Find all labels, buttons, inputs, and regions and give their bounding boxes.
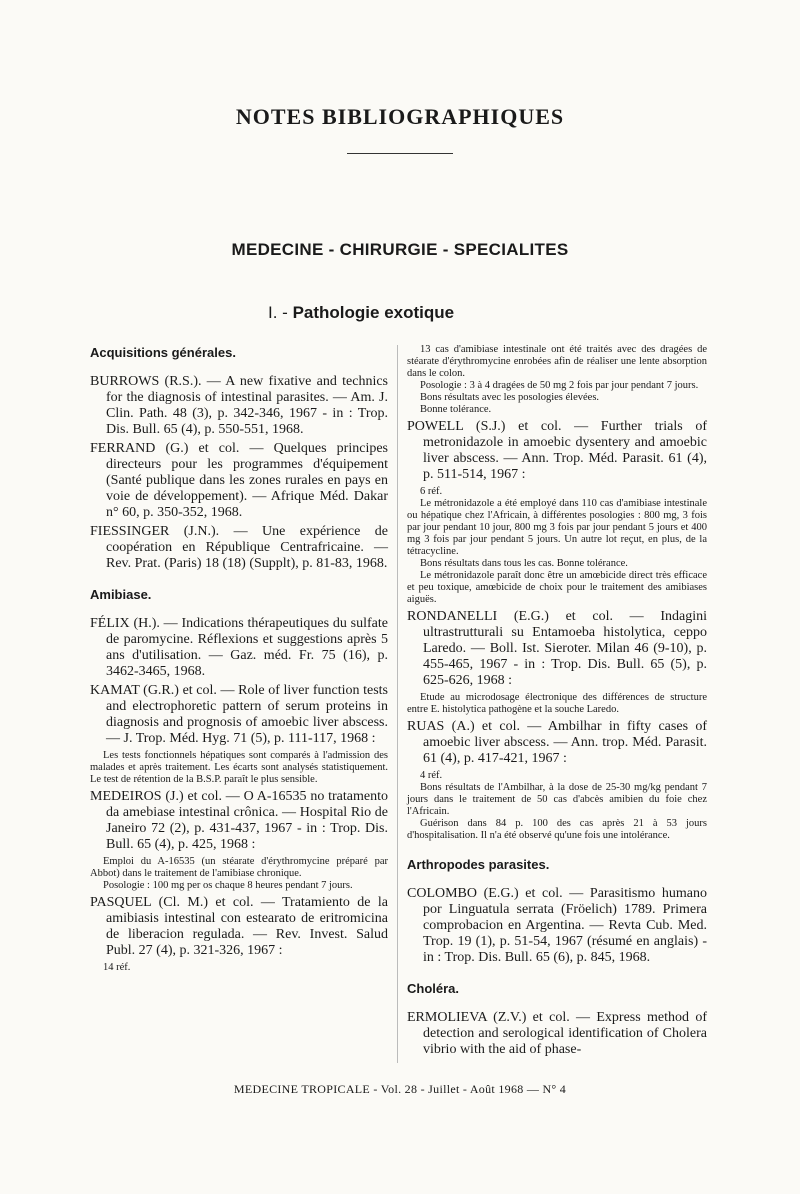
bib-entry: POWELL (S.J.) et col. — Further trials of metronidazole in amoebic dysentery and amoebic liver abscess. — Ann. Trop. Méd. Parasit. 61 (4), p. 511-514, 1967 : bbox=[407, 419, 707, 482]
section-heading: MEDECINE - CHIRURGIE - SPECIALITES bbox=[231, 240, 569, 259]
left-column bbox=[90, 345, 388, 977]
right-column bbox=[407, 344, 707, 1061]
heading-acquisitions: Acquisitions générales. bbox=[90, 345, 236, 360]
bib-entry: FIESSINGER (J.N.). — Une expérience de coopération en République Centrafricaine. — Rev. Prat. (Paris) 18 (18) (Supplt), p. 81-83, 1968. bbox=[90, 524, 388, 571]
subsection-heading bbox=[268, 303, 454, 323]
bib-note: Etude au microdosage électronique des différences de structure entre E. histolytica pathogène et la souche Laredo. bbox=[407, 692, 707, 715]
page-footer: MEDECINE TROPICALE - Vol. 28 - Juillet - Août 1968 — N° 4 bbox=[233, 1082, 567, 1096]
bib-note: 13 cas d'amibiase intestinale ont été traités avec des dragées de stéarate d'érythromycine enrobées afin de réaliser une lente absorption dans le colon. Posologie : 3 à 4 dragées de 50 mg 2 fois par jour pendant 7 jours. Bons résultats avec les posologies élevées. Bonne tolérance. bbox=[407, 344, 707, 415]
bib-note: Les tests fonctionnels hépatiques sont comparés à l'admission des malades et après traitement. Les écarts sont analysés statistiquement. Le test de rétention de la B.S.P. paraît le plus sensible. bbox=[90, 750, 388, 785]
bib-entry: COLOMBO (E.G.) et col. — Parasitismo humano por Linguatula serrata (Fröelich) 1789. Primera comprobacion en Argentina. — Revta Cub. Med. Trop. 19 (1), p. 51-54, 1967 (résumé en anglais) - in : Trop. Dis. Bull. 65 (6), p. 845, 1968. bbox=[407, 886, 707, 965]
bib-entry: FERRAND (G.) et col. — Quelques principes directeurs pour les programmes d'équipement (Santé publique dans les zones rurales en pays en voie de développement). — Afrique Méd. Dakar n° 60, p. 350-352, 1968. bbox=[90, 441, 388, 520]
bib-entry: MEDEIROS (J.) et col. — O A-16535 no tratamento da amebiase intestinal crônica. — Hospital Rio de Janeiro 72 (2), p. 431-437, 1967 - in : Trop. Dis. Bull. 65 (4), p. 425, 1968 : bbox=[90, 789, 388, 852]
subsection-name: Pathologie exotique bbox=[292, 303, 455, 322]
bib-note: Emploi du A-16535 (un stéarate d'érythromycine préparé par Abbot) dans le traitement de l'amibiase chronique. Posologie : 100 mg per os chaque 8 heures pendant 7 jours. bbox=[90, 856, 388, 891]
bib-note: 4 réf. Bons résultats de l'Ambilhar, à la dose de 25-30 mg/kg pendant 7 jours dans le traitement de 50 cas d'abcès amibien du foie chez l'Africain. Guérison dans 84 p. 100 des cas après 21 à 53 jours d'hospitalisation. Il n'a été observé qu'une fois une intolérance. bbox=[407, 770, 707, 841]
heading-arthropodes: Arthropodes parasites. bbox=[407, 857, 550, 872]
subsection-number: I. - bbox=[268, 303, 288, 322]
bib-entry: RONDANELLI (E.G.) et col. — Indagini ultrastrutturali su Entamoeba histolytica, ceppo Laredo. — Boll. Ist. Sieroter. Milan 46 (9-10), p. 455-465, 1967 - in : Trop. Dis. Bull. 65 (5), p. 625-626, 1968 : bbox=[407, 609, 707, 688]
heading-cholera: Choléra. bbox=[407, 981, 460, 996]
bib-entry: RUAS (A.) et col. — Ambilhar in fifty cases of amoebic liver abscess. — Ann. trop. Méd. Parasit. 61 (4), p. 417-421, 1967 : bbox=[407, 719, 707, 766]
bib-entry: FÉLIX (H.). — Indications thérapeutiques du sulfate de paromycine. Réflexions et suggestions après 5 ans d'utilisation. — Gaz. méd. Fr. 75 (16), p. 3462-3465, 1968. bbox=[90, 616, 388, 679]
bib-note: 6 réf. Le métronidazole a été employé dans 110 cas d'amibiase intestinale ou hépatique chez l'Africain, à différentes posologies : 800 mg, 3 fois par jour pendant 10 jour, 800 mg 3 fois par jour pendant 5 jours et 400 mg 3 fois par jour pendant 5 jours. Un autre lot reçut, en plus, de la tétracycline. Bons résultats dans tous les cas. Bonne tolérance. Le métronidazole paraît donc être un amœbicide direct très efficace et peu toxique, amœbicide de choix pour le traitement des amibiases aiguës. bbox=[407, 486, 707, 605]
bib-entry: KAMAT (G.R.) et col. — Role of liver function tests and electrophoretic pattern of serum proteins in diagnosis and prognosis of amoebic liver abscess. — J. Trop. Méd. Hyg. 71 (5), p. 111-117, 1968 : bbox=[90, 683, 388, 746]
page-title: NOTES BIBLIOGRAPHIQUES bbox=[235, 104, 565, 129]
bib-entry: BURROWS (R.S.). — A new fixative and technics for the diagnosis of intestinal parasites. — Am. J. Clin. Path. 48 (3), p. 342-346, 1967 - in : Trop. Dis. Bull. 65 (4), p. 550-551, 1968. bbox=[90, 374, 388, 437]
bib-note: 14 réf. bbox=[103, 962, 131, 973]
column-divider bbox=[397, 345, 398, 1063]
bib-entry: PASQUEL (Cl. M.) et col. — Tratamiento de la amibiasis intestinal con estearato de eritromicina de liberacion regulada. — Rev. Invest. Salud Publ. 27 (4), p. 321-326, 1967 : bbox=[90, 895, 388, 958]
heading-amibiase: Amibiase. bbox=[90, 587, 152, 602]
title-rule bbox=[347, 153, 453, 154]
bib-entry: ERMOLIEVA (Z.V.) et col. — Express method of detection and serological identification of Cholera vibrio with the aid of phase- bbox=[407, 1010, 707, 1057]
